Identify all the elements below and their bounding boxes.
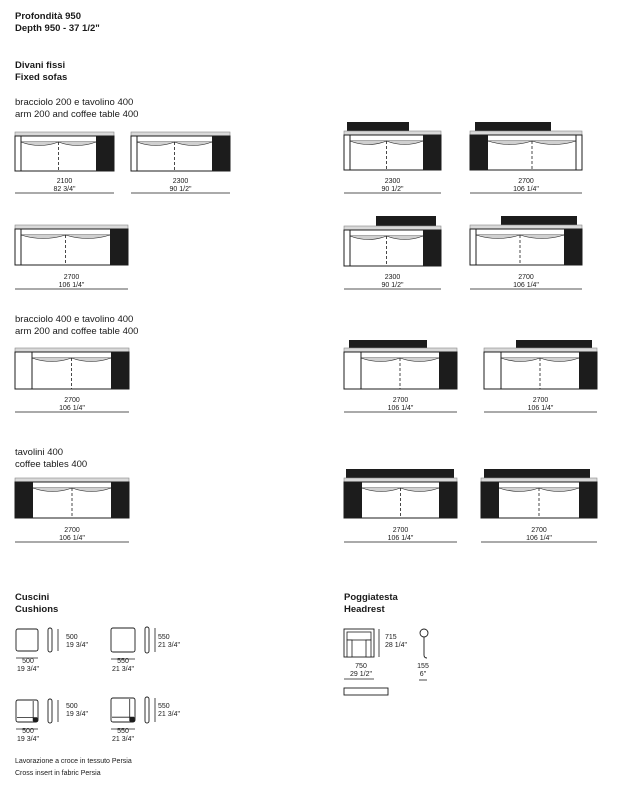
- fixed-sofas-title-en: Fixed sofas: [15, 72, 68, 83]
- cushion-2: [111, 627, 155, 659]
- group3-label-en: coffee tables 400: [15, 459, 88, 470]
- depth-title-it: Profondità 950: [15, 11, 81, 22]
- sofa-dimension-in: 106 1/4": [513, 185, 539, 193]
- sofa-arm: [344, 352, 361, 389]
- sofa-back-strip: [15, 225, 128, 229]
- sofa-table-block: [110, 229, 128, 265]
- sofa-table-block: [481, 482, 499, 518]
- sofa-table-block: [96, 136, 114, 171]
- sofa-5: [15, 225, 128, 289]
- sofa-arm: [576, 135, 582, 170]
- group3-label-it: tavolini 400: [15, 447, 64, 458]
- sofa-arm: [15, 229, 21, 265]
- sofa-1: [15, 132, 114, 193]
- sofa-6: [344, 216, 441, 289]
- headrest-drawing: [344, 629, 428, 695]
- sofa-dimension-mm: 2700: [64, 527, 80, 534]
- sofa-back-strip: [470, 225, 582, 229]
- sofa-arm: [131, 136, 137, 171]
- group2-label-it: bracciolo 400 e tavolino 400: [15, 314, 134, 325]
- cushion-4: [111, 697, 155, 729]
- fixed-sofas-title-it: Divani fissi: [15, 60, 66, 71]
- sofa-back-strip: [484, 348, 597, 352]
- sofa-dimension-mm: 2700: [531, 527, 547, 534]
- sofa-dimension-in: 106 1/4": [387, 404, 414, 412]
- sofa-dimension-mm: 2300: [384, 178, 401, 185]
- sofa-table-block: [579, 482, 597, 518]
- sofa-arm: [344, 230, 350, 266]
- headrest-top-view: [344, 688, 388, 695]
- sofa-table-block: [470, 135, 488, 170]
- cushion-1: [16, 628, 58, 658]
- cushion-2-height-label: 550 21 3/4": [158, 634, 180, 649]
- sofa-dimension-in: 90 1/2": [381, 185, 404, 193]
- cushion-profile: [48, 699, 52, 723]
- sofa-table-block: [344, 482, 362, 518]
- group1-label-en: arm 200 and coffee table 400: [15, 109, 139, 120]
- sofa-arm: [15, 352, 32, 389]
- sofa-dimension-mm: 2100: [56, 178, 73, 185]
- sofa-back-strip: [344, 478, 457, 482]
- headrest-profile-top: [420, 629, 428, 637]
- headrest-leg: [366, 640, 371, 657]
- sofa-dimension-mm: 2700: [64, 397, 80, 404]
- cushion-note-it: Lavorazione a croce in tessuto Persia: [15, 758, 132, 765]
- sofa-dimension-mm: 2700: [392, 397, 409, 404]
- cushions-title-en: Cushions: [15, 604, 59, 615]
- sofa-back-strip: [470, 131, 582, 135]
- headrest-height-label: 715 28 1/4": [385, 634, 407, 649]
- sofa-back-strip: [344, 348, 457, 352]
- cushion-1-height-label: 500 19 3/4": [66, 634, 88, 649]
- sofa-dimension-in: 82 3/4": [53, 185, 76, 193]
- headrest-depth-label: 155 6": [417, 663, 429, 678]
- sofa-back-strip: [15, 348, 129, 352]
- headrest-leg: [347, 640, 352, 657]
- sofa-arm: [15, 136, 21, 171]
- sofa-dimension-mm: 2700: [518, 178, 534, 185]
- sofa-dimension-in: 90 1/2": [169, 185, 192, 193]
- sofa-table-block: [564, 229, 582, 265]
- sofa-3: [344, 122, 441, 193]
- sofa-table-block: [579, 352, 597, 389]
- sofa-dimension-mm: 2700: [392, 527, 409, 534]
- group2-label-en: arm 200 and coffee table 400: [15, 326, 139, 337]
- sofa-2: [131, 132, 230, 193]
- sofa-dimension-in: 106 1/4": [387, 534, 414, 542]
- sofa-9: [344, 340, 457, 412]
- cushion-square: [111, 628, 135, 652]
- cushion-3-width-label: 500 19 3/4": [17, 728, 39, 743]
- sofa-dimension-in: 106 1/4": [58, 281, 85, 289]
- sofa-11: [15, 478, 129, 542]
- cushion-4-width-label: 550 21 3/4": [112, 728, 134, 743]
- sofa-dimension-in: 106 1/4": [526, 534, 552, 542]
- sofa-dimension-in: 106 1/4": [527, 404, 554, 412]
- cushion-note-en: Cross insert in fabric Persia: [15, 770, 101, 777]
- sofa-10: [484, 340, 597, 412]
- sofa-dimension-in: 106 1/4": [59, 404, 85, 412]
- cushions-title-it: Cuscini: [15, 592, 50, 603]
- sofa-dimension-in: 90 1/2": [381, 281, 404, 289]
- sofa-table-block: [212, 136, 230, 171]
- headrest-title-it: Poggiatesta: [344, 592, 398, 603]
- sofa-back-strip: [131, 132, 230, 136]
- sofa-dimension-mm: 2700: [63, 274, 80, 281]
- cushion-profile: [145, 627, 149, 653]
- group1-label-it: bracciolo 200 e tavolino 400: [15, 97, 134, 108]
- sofa-8: [15, 348, 129, 412]
- cushion-1-width-label: 500 19 3/4": [17, 658, 39, 673]
- sofa-dimension-in: 106 1/4": [59, 534, 85, 542]
- sofa-13: [481, 469, 597, 542]
- headrest-pad: [347, 632, 371, 640]
- cushion-2-width-label: 550 21 3/4": [112, 658, 134, 673]
- cushion-square: [16, 629, 38, 651]
- cushion-3-height-label: 500 19 3/4": [66, 703, 88, 718]
- sofa-7: [470, 216, 582, 289]
- cushion-3: [16, 699, 58, 729]
- sofa-arm: [344, 135, 350, 170]
- sofa-back-strip: [15, 478, 129, 482]
- sofa-table-block: [111, 482, 129, 518]
- sofa-back-strip: [344, 131, 441, 135]
- sofa-dimension-mm: 2300: [384, 274, 401, 281]
- cushion-profile: [145, 697, 149, 723]
- cushion-corner: [33, 718, 37, 722]
- headrest-profile-stem: [424, 637, 427, 658]
- sofa-table-block: [15, 482, 33, 518]
- sofa-dimension-mm: 2700: [532, 397, 549, 404]
- sofa-table-block: [439, 482, 457, 518]
- sofa-dimension-mm: 2300: [172, 178, 189, 185]
- sofa-table-block: [439, 352, 457, 389]
- sofa-arm: [484, 352, 501, 389]
- sofa-back-strip: [15, 132, 114, 136]
- sofa-dimension-in: 106 1/4": [513, 281, 539, 289]
- headrest-width-label: 750 29 1/2": [350, 663, 372, 678]
- headrest-title-en: Headrest: [344, 604, 385, 615]
- sofa-back-strip: [481, 478, 597, 482]
- sofa-12: [344, 469, 457, 542]
- sofa-table-block: [423, 135, 441, 170]
- depth-title-en: Depth 950 - 37 1/2": [15, 23, 100, 34]
- cushion-corner: [130, 717, 135, 721]
- sofa-dimension-mm: 2700: [518, 274, 534, 281]
- sofa-arm: [470, 229, 476, 265]
- sofa-4: [470, 122, 582, 193]
- cushion-4-height-label: 550 21 3/4": [158, 703, 180, 718]
- sofa-table-block: [111, 352, 129, 389]
- sofa-table-block: [423, 230, 441, 266]
- sofa-back-strip: [344, 226, 441, 230]
- cushion-profile: [48, 628, 52, 652]
